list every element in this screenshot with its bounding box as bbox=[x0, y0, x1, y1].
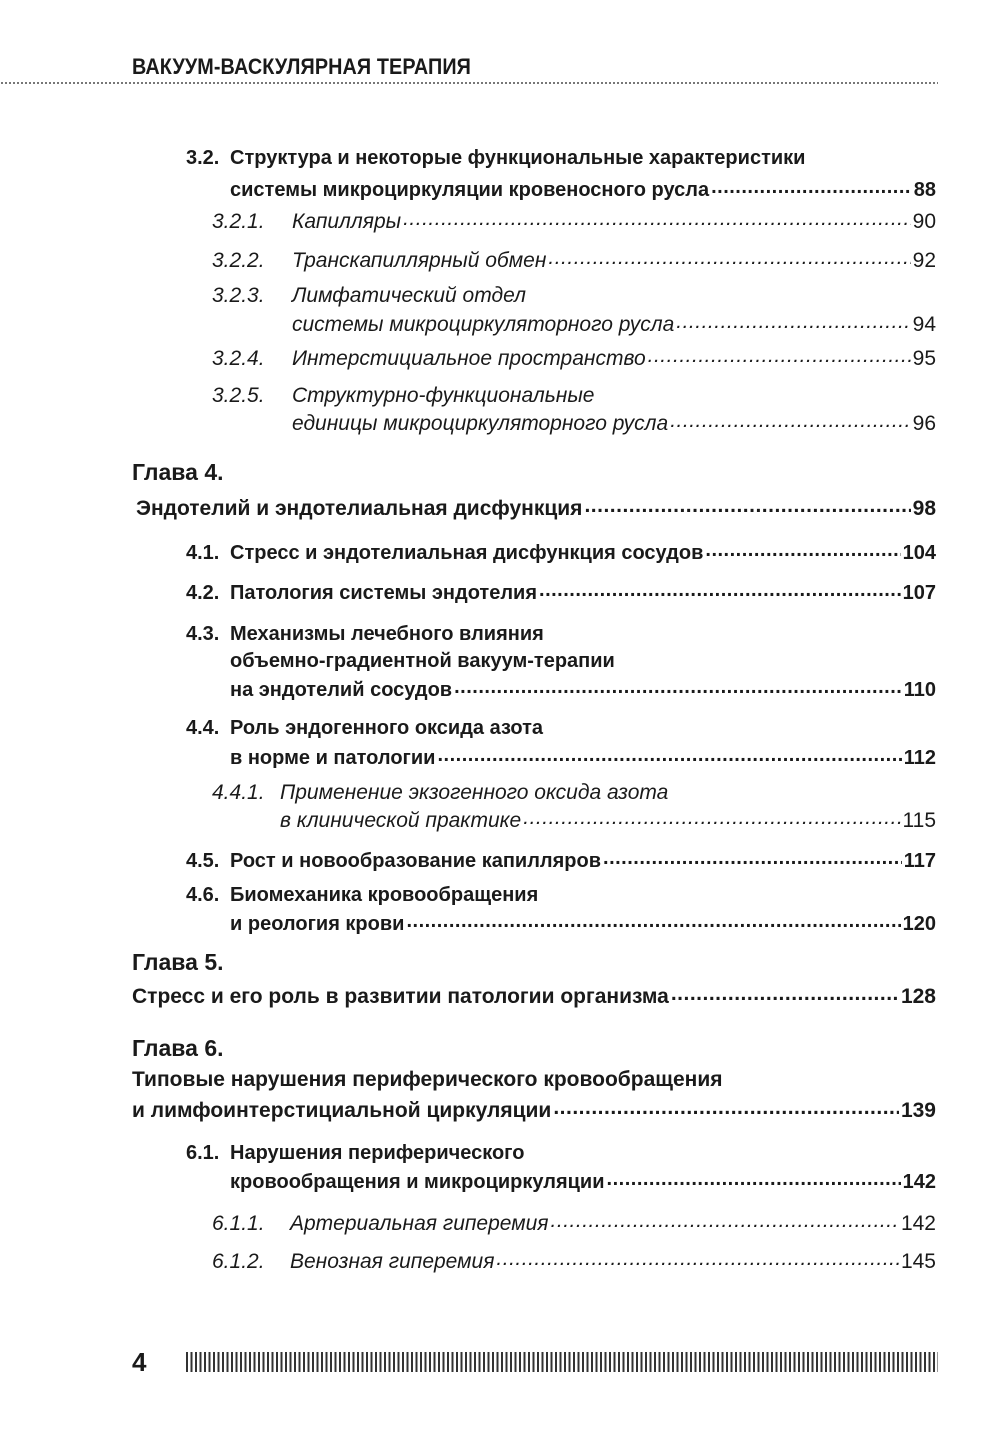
toc-page: 145 bbox=[900, 1250, 936, 1273]
toc-leader bbox=[711, 176, 912, 196]
toc-title: Транскапиллярный обмен bbox=[292, 249, 547, 272]
toc-number: 6.1.1. bbox=[212, 1212, 265, 1235]
toc-entry-4-4-line2 bbox=[230, 744, 936, 770]
toc-page: 96 bbox=[912, 412, 936, 435]
toc-page: 115 bbox=[902, 809, 936, 832]
chapter-6-label: Глава 6. bbox=[132, 1035, 224, 1061]
toc-title: в норме и патологии bbox=[230, 747, 436, 769]
toc-title: единицы микроциркуляторного русла bbox=[292, 412, 669, 435]
toc-page: 112 bbox=[903, 747, 936, 769]
toc-entry-3-2-line2 bbox=[230, 176, 936, 202]
toc-title: и реология крови bbox=[230, 913, 405, 935]
toc-entry-4-6-line2 bbox=[230, 910, 936, 936]
toc-leader bbox=[671, 982, 899, 1003]
toc-number: 3.2.5. bbox=[212, 384, 265, 407]
toc-number: 4.2. bbox=[186, 582, 220, 604]
toc-number: 6.1. bbox=[186, 1142, 220, 1164]
toc-entry-chapter-6-line1 bbox=[132, 1068, 723, 1092]
chapter-4-label: Глава 4. bbox=[132, 459, 224, 485]
toc-number: 3.2.1. bbox=[212, 210, 265, 233]
toc-entry-4-4-1-line2 bbox=[280, 806, 936, 833]
toc-page: 139 bbox=[900, 1099, 936, 1122]
toc-page: 88 bbox=[913, 179, 936, 201]
chapter-5-label: Глава 5. bbox=[132, 949, 224, 975]
toc-title: Эндотелий и эндотелиальная дисфункция bbox=[136, 497, 583, 520]
toc-title: Биомеханика кровообращения bbox=[230, 884, 539, 906]
toc-leader bbox=[403, 207, 911, 228]
toc-title: Структурно-функциональные bbox=[292, 384, 595, 407]
toc-leader bbox=[670, 409, 910, 430]
toc-title: системы микроциркуляторного русла bbox=[292, 313, 675, 336]
toc-entry-3-2-1 bbox=[212, 207, 936, 234]
toc-number: 4.4. bbox=[186, 717, 220, 739]
toc-number: 4.5. bbox=[186, 850, 220, 872]
toc-entry-3-2-4 bbox=[212, 344, 936, 371]
toc-number: 4.6. bbox=[186, 884, 220, 906]
toc-entry-4-6-line1 bbox=[186, 884, 538, 907]
footer-barcode-pattern bbox=[186, 1352, 938, 1372]
toc-page: 98 bbox=[912, 497, 936, 520]
toc-title: Лимфатический отдел bbox=[292, 284, 526, 307]
toc-number: 3.2.4. bbox=[212, 347, 265, 370]
toc-title: Структура и некоторые функциональные характеристики bbox=[230, 147, 806, 169]
toc-leader bbox=[551, 1209, 899, 1230]
toc-title: Интерстициальное пространство bbox=[292, 347, 646, 370]
toc-leader bbox=[676, 310, 910, 331]
toc-entry-4-1 bbox=[186, 539, 936, 565]
toc-number: 3.2. bbox=[186, 147, 220, 169]
toc-number: 6.1.2. bbox=[212, 1250, 265, 1273]
toc-title: Патология системы эндотелия bbox=[230, 582, 538, 604]
toc-entry-6-1-2 bbox=[212, 1247, 936, 1274]
toc-title: кровообращения и микроциркуляции bbox=[230, 1171, 605, 1193]
toc-page: 94 bbox=[912, 313, 936, 336]
toc-number: 3.2.3. bbox=[212, 284, 265, 307]
toc-page: 92 bbox=[912, 249, 936, 272]
toc-leader bbox=[603, 847, 902, 867]
toc-page: 117 bbox=[903, 850, 936, 872]
toc-entry-chapter-5 bbox=[132, 982, 936, 1009]
toc-title: Рост и новообразование капилляров bbox=[230, 850, 602, 872]
toc-entry-3-2-5-line1 bbox=[212, 384, 595, 408]
toc-leader bbox=[584, 494, 910, 515]
toc-title: Артериальная гиперемия bbox=[290, 1212, 549, 1235]
toc-title: Стресс и эндотелиальная дисфункция сосудов bbox=[230, 542, 704, 564]
toc-title: и лимфоинтерстициальной циркуляции bbox=[132, 1099, 552, 1122]
toc-entry-6-1-1 bbox=[212, 1209, 936, 1236]
toc-entry-4-3-line2 bbox=[230, 650, 615, 673]
toc-leader bbox=[607, 1168, 901, 1188]
toc-page: 90 bbox=[912, 210, 936, 233]
toc-entry-6-1-line1 bbox=[186, 1142, 524, 1165]
toc-page: 107 bbox=[902, 582, 936, 604]
toc-leader bbox=[523, 806, 900, 827]
toc-title: Капилляры bbox=[292, 210, 402, 233]
toc-entry-4-5 bbox=[186, 847, 936, 873]
toc-title: Нарушения периферического bbox=[230, 1142, 525, 1164]
toc-title: Применение экзогенного оксида азота bbox=[280, 781, 669, 804]
toc-entry-3-2-line1 bbox=[186, 147, 805, 170]
toc-entry-3-2-3-line2 bbox=[292, 310, 936, 337]
toc-entry-4-4-1-line1 bbox=[212, 781, 668, 805]
toc-entry-chapter-6-line2 bbox=[132, 1096, 936, 1123]
header-dotted-rule bbox=[0, 81, 938, 85]
toc-title: системы микроциркуляции кровеносного русла bbox=[230, 179, 710, 201]
toc-entry-3-2-5-line2 bbox=[292, 409, 936, 436]
toc-leader bbox=[705, 539, 900, 559]
toc-page: 120 bbox=[902, 913, 936, 935]
toc-title: объемно-градиентной вакуум-терапии bbox=[230, 650, 615, 672]
toc-page: 142 bbox=[902, 1171, 936, 1193]
toc-number: 4.4.1. bbox=[212, 781, 265, 804]
toc-number: 4.3. bbox=[186, 623, 220, 645]
toc-entry-3-2-2 bbox=[212, 246, 936, 273]
toc-page: 95 bbox=[912, 347, 936, 370]
toc-title: Типовые нарушения периферического кровообращения bbox=[132, 1068, 723, 1091]
toc-entry-4-3-line1 bbox=[186, 623, 544, 646]
toc-entry-4-4-line1 bbox=[186, 717, 543, 740]
toc-page: 142 bbox=[900, 1212, 936, 1235]
toc-leader bbox=[437, 744, 901, 764]
toc-title: на эндотелий сосудов bbox=[230, 679, 453, 701]
toc-entry-3-2-3-line1 bbox=[212, 284, 526, 308]
toc-entry-chapter-4 bbox=[136, 494, 936, 521]
toc-leader bbox=[454, 676, 902, 696]
toc-leader bbox=[548, 246, 910, 267]
toc-entry-6-1-line2 bbox=[230, 1168, 936, 1194]
toc-title: Механизмы лечебного влияния bbox=[230, 623, 544, 645]
running-header: ВАКУУМ-ВАСКУЛЯРНАЯ ТЕРАПИЯ bbox=[132, 54, 471, 79]
toc-number: 3.2.2. bbox=[212, 249, 265, 272]
toc-leader bbox=[539, 579, 901, 599]
toc-page: 128 bbox=[900, 985, 936, 1008]
toc-title: в клинической практике bbox=[280, 809, 522, 832]
toc-leader bbox=[406, 910, 900, 930]
toc-entry-4-2 bbox=[186, 579, 936, 605]
toc-page: 104 bbox=[902, 542, 936, 564]
toc-number: 4.1. bbox=[186, 542, 220, 564]
toc-leader bbox=[496, 1247, 899, 1268]
toc-leader bbox=[648, 344, 911, 365]
toc-title: Стресс и его роль в развитии патологии организма bbox=[132, 985, 669, 1008]
toc-title: Венозная гиперемия bbox=[290, 1250, 495, 1273]
toc-title: Роль эндогенного оксида азота bbox=[230, 717, 544, 739]
page-number: 4 bbox=[132, 1347, 147, 1377]
toc-entry-4-3-line3 bbox=[230, 676, 936, 702]
toc-leader bbox=[553, 1096, 899, 1117]
toc-page: 110 bbox=[903, 679, 936, 701]
